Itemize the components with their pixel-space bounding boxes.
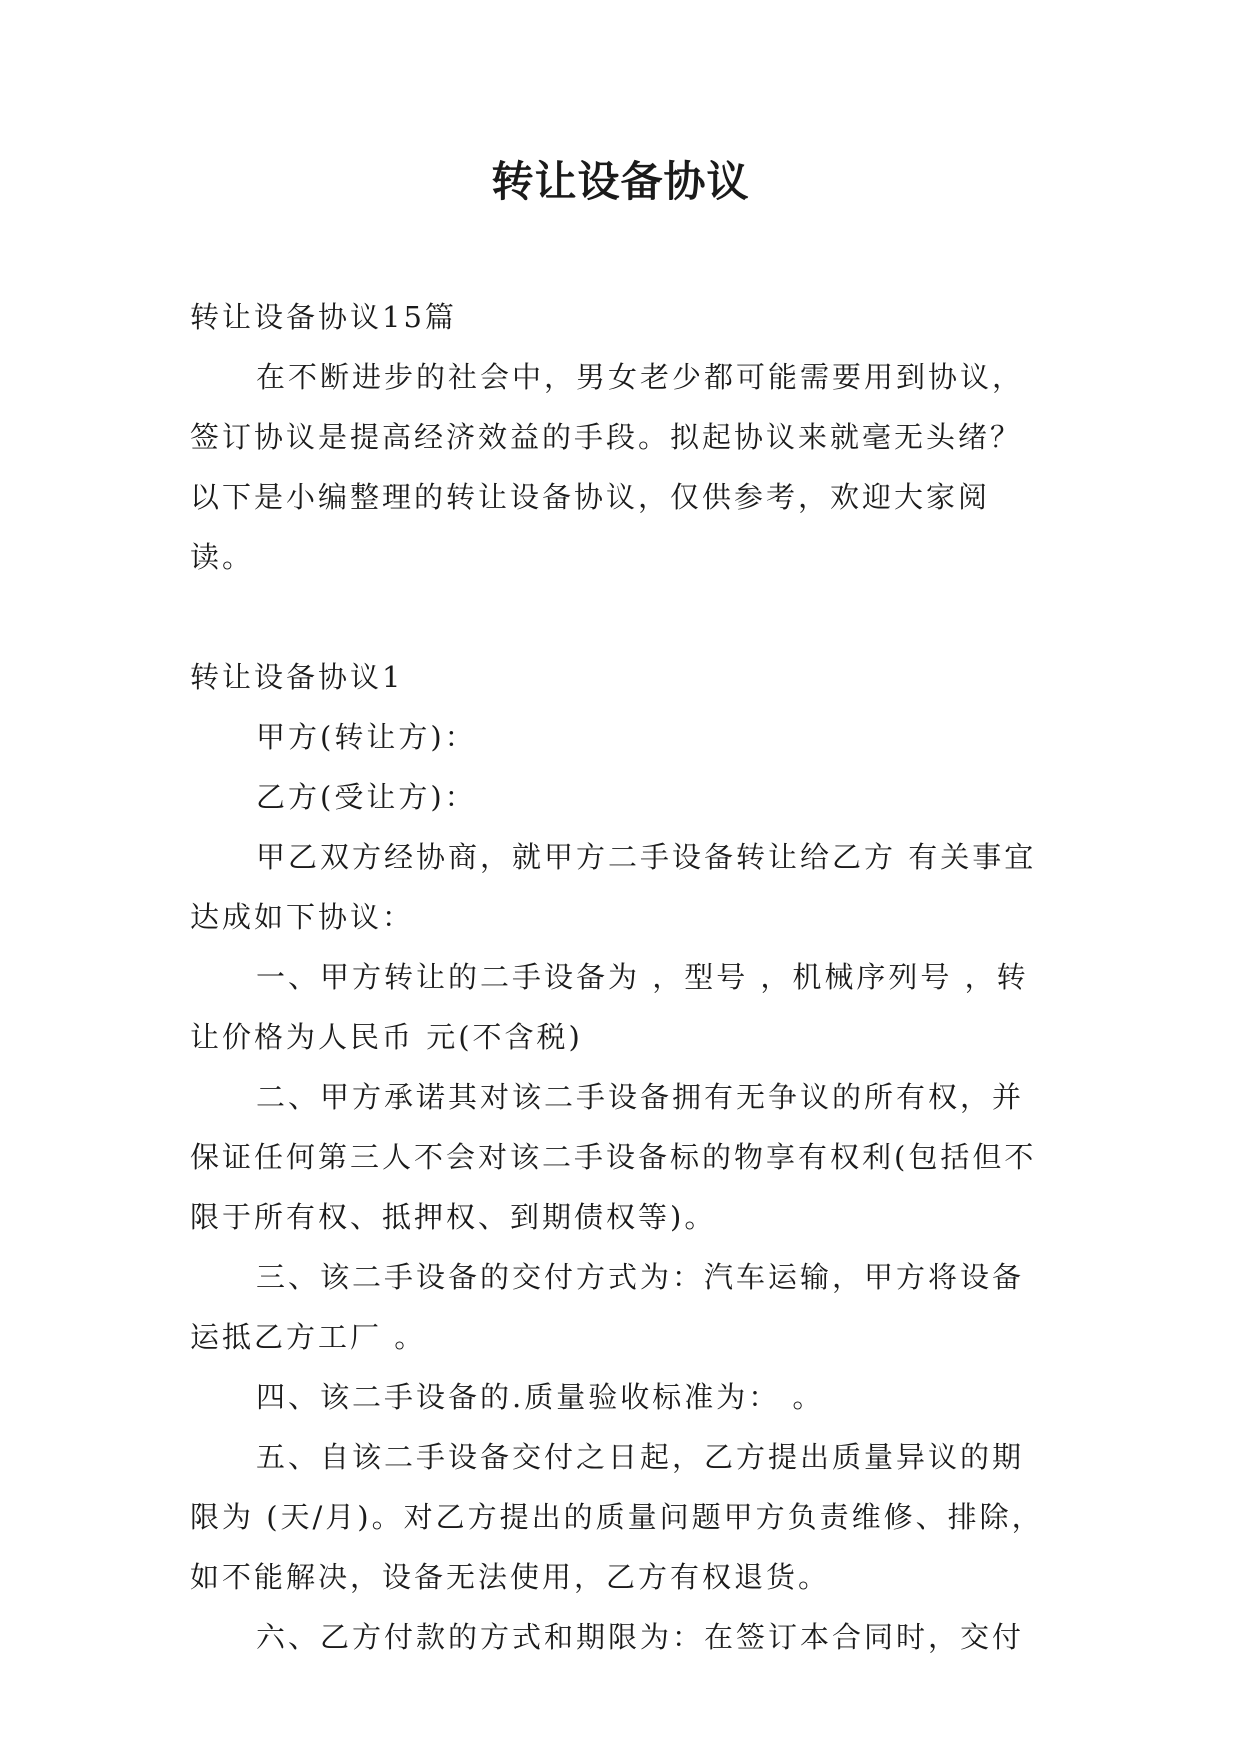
section-heading: 转让设备协议1 [190,660,404,694]
clause-paragraph: 三、该二手设备的交付方式为：汽车运输，甲方将设备运抵乙方工厂 。 [190,1260,1025,1354]
document-subtitle: 转让设备协议15篇 [190,300,457,334]
preamble-paragraph: 甲乙双方经协商，就甲方二手设备转让给乙方 有关事宜达成如下协议： [190,840,1037,934]
party-b-line: 乙方(受让方)： [256,780,477,814]
party-a-line: 甲方(转让方)： [256,720,477,754]
clause-paragraph: 二、甲方承诺其对该二手设备拥有无争议的所有权，并保证任何第三人不会对该二手设备标的物享有权利(包括但不限于所有权、抵押权、到期债权等)。 [190,1080,1037,1234]
clause-paragraph: 六、乙方付款的方式和期限为：在签订本合同时，交付 [256,1620,1025,1654]
clause-paragraph: 一、甲方转让的二手设备为 ，型号 ，机械序列号 ，转让价格为人民币 元(不含税) [190,960,1029,1054]
intro-paragraph: 在不断进步的社会中，男女老少都可能需要用到协议，签订协议是提高经济效益的手段。拟起协议来就毫无头绪？以下是小编整理的转让设备协议，仅供参考，欢迎大家阅读。 [190,360,1025,574]
clause-paragraph: 五、自该二手设备交付之日起，乙方提出质量异议的期限为 (天/月)。对乙方提出的质量问题甲方负责维修、排除，如不能解决，设备无法使用，乙方有权退货。 [190,1440,1044,1594]
document-title: 转让设备协议 [491,157,750,206]
document-body [190,287,1052,1667]
clause-paragraph: 四、该二手设备的.质量验收标准为： 。 [256,1380,825,1414]
